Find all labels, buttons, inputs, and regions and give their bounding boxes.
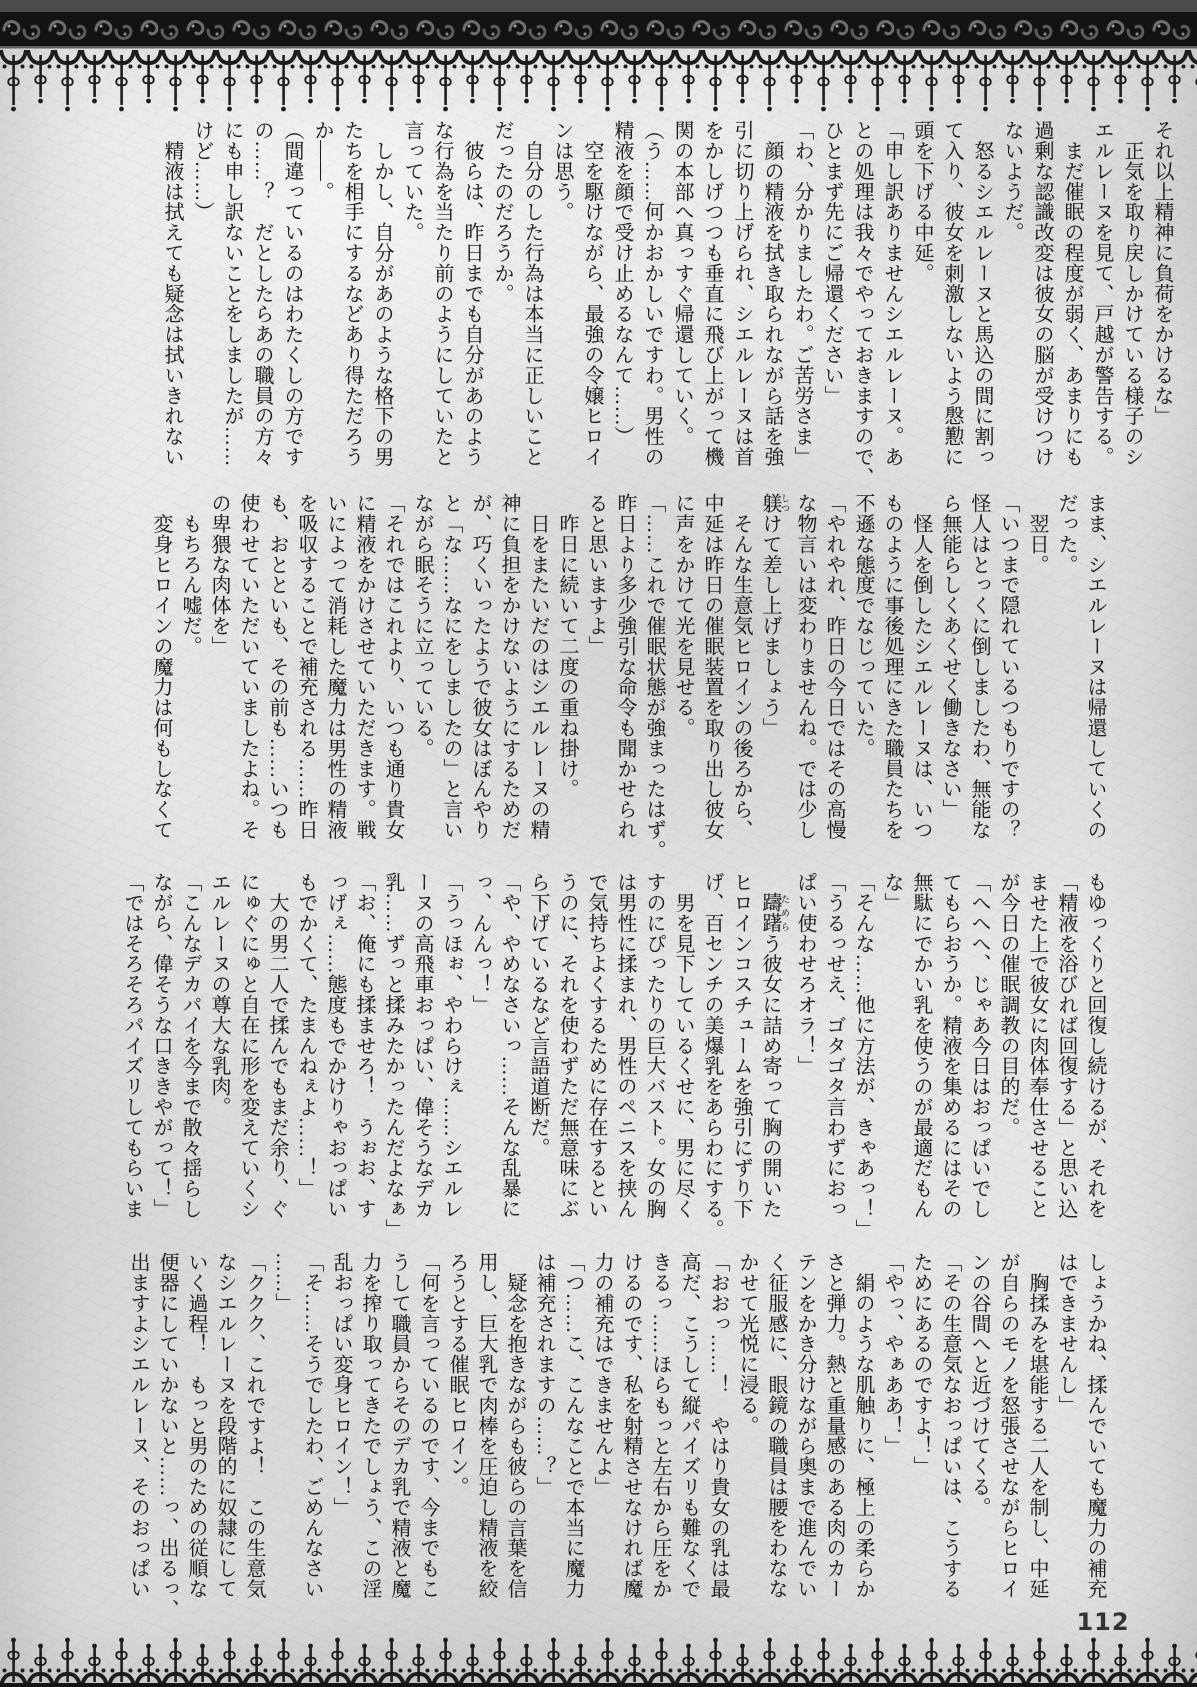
text-column: 自分のした行為は本当に正しいこと [521, 120, 543, 467]
text-column: にも申し訳ないことをしましたが…… [221, 120, 243, 467]
text-column: は男性に揉まれ、男性のペニスを挟ん [614, 872, 636, 1219]
text-column: ら無能らしくあくせく働きなさい」 [939, 493, 961, 820]
text-column: 出ますよシエルレーヌ、そのおっぱい [127, 1252, 149, 1599]
text-column: ないようだ。 [1001, 120, 1023, 243]
text-column: 「精液を浴びれば回復する」と思い込 [1055, 872, 1077, 1219]
text-column: 精液は拭えても疑念は拭いきれない [161, 120, 183, 467]
text-column: 「や、やめなさいっ……そんな乱暴に [498, 872, 520, 1219]
text-column: 昨日より多少強引な命令も聞かせられ [614, 493, 636, 840]
text-column: 男を見下しているくせに、男に尽く [672, 872, 694, 1219]
text-column: ヒロインコスチュームを強引にずり下 [730, 872, 752, 1219]
text-column: なシエルレーヌを段階的に奴隷にして [214, 1252, 236, 1599]
text-column: 「おおっ……！ やはり貴女の乳は最 [707, 1252, 729, 1599]
text-column: そんな生意気ヒロインの後ろから、 [730, 493, 752, 840]
text-column: 「うっほぉ、やわらけぇ……シエルレ [440, 872, 462, 1219]
text-column: エルレーヌを見て、戸越が警告する。 [1091, 120, 1113, 467]
text-column: の……？ だとしたらあの職員の方々 [251, 120, 273, 467]
text-column: ひとまず先にご帰還ください」 [821, 120, 843, 406]
text-column: 神に負担をかけないようにするためだ [498, 493, 520, 840]
text-column: ら下げているなど言語道断だ。 [527, 872, 549, 1158]
text-column: っげぇ……態度もでかけりゃおっぱい [324, 872, 346, 1219]
text-column: だったのだろうか。 [491, 120, 513, 304]
ornamental-border-top [0, 0, 1197, 120]
text-column: 「何を言っているのです、今までもこ [417, 1252, 439, 1599]
text-column: 疑念を抱きながらも彼らの言葉を信 [504, 1252, 526, 1599]
text-row-2 [146, 493, 1109, 863]
text-column: ぱい使わせろオラ！」 [794, 872, 816, 1076]
text-column: うして職員からそのデカ乳で精液と魔 [388, 1252, 410, 1599]
text-column: テンをかき分けながら奥まで進んでい [794, 1252, 816, 1599]
text-column: （う……何かおかしいですわ。男性の [641, 120, 663, 467]
text-column: ……」 [272, 1252, 294, 1314]
text-column: けるのです、私を射精させなければ魔 [620, 1252, 642, 1599]
text-column: 乳……ずっと揉みたかったんだよなぁ」 [382, 872, 404, 1240]
text-column: 「それではこれより、いつも通り貴女 [382, 493, 404, 840]
text-column: ンは思う。 [551, 120, 573, 222]
text-column: も、おとといも、その前も……いつも [266, 493, 288, 840]
text-column: 「……これで催眠状態が強まったはず。 [643, 493, 665, 861]
text-column: 「やれやれ、昨日の今日ではその高慢 [823, 493, 845, 840]
text-column: すのにぴったりの巨大バスト。女の胸 [643, 872, 665, 1219]
text-column: 「こんなデカパイを今まで散々揺らし [179, 872, 201, 1219]
text-column: 「へへへ、じゃあ今日はおっぱいでし [968, 872, 990, 1219]
text-column: 「お、俺にも揉ませろ！ うぉお、す [353, 872, 375, 1219]
text-column: を吸収することで補充される……昨日 [295, 493, 317, 840]
text-column: 「ではそろそろパイズリしてもらいま [121, 872, 143, 1219]
ornamental-border-bottom [0, 1635, 1197, 1687]
text-column: 不遜な態度でなじっていた。 [852, 493, 874, 759]
text-column: 昨日に続いて二度の重ね掛け。 [556, 493, 578, 799]
text-column: ませた上で彼女に肉体奉仕させること [1026, 872, 1048, 1219]
text-column: 便器にしていかないと……っ、出るっ、 [156, 1252, 178, 1620]
text-column: 「そんな……他に方法が、きゃあっ！」 [852, 872, 874, 1240]
text-column: な物言いは変わりませんね。では少し [794, 493, 816, 840]
text-row-3 [117, 872, 1109, 1242]
text-column: 「わ、分かりましたわ。ご苦労さま」 [791, 120, 813, 467]
text-column: 引に切り上げられ、シエルレーヌは首 [731, 120, 753, 467]
text-column: で気持ちよくするために存在するとい [585, 872, 607, 1219]
text-column: もでかくて、たまんねぇよ……！」 [295, 872, 317, 1199]
text-column: 「そ……そうでしたわ、ごめんなさい [301, 1252, 323, 1599]
text-column: 高だ、こうして縦パイズリも難なくで [678, 1252, 700, 1599]
text-column: げ、百センチの美爆乳をあらわにする。 [701, 872, 723, 1240]
text-column: （間違っているのはわたくしの方です [281, 120, 303, 467]
text-column: いく過程！ もっと男のための従順な [185, 1252, 207, 1599]
text-column: 怪人はとっくに倒しましたわ、無能な [968, 493, 990, 840]
text-column: 関の本部へ真っすぐ帰還していく。 [671, 120, 693, 447]
text-column: てもらおうか。精液を集めるにはその [939, 872, 961, 1219]
text-column: 頭を下げる中延。 [911, 120, 933, 284]
text-column: な行為を当たり前のようにしていたと [431, 120, 453, 467]
text-column: く征服感に、眼鏡の職員は腰をわなな [765, 1252, 787, 1599]
text-column: かせて光悦に浸る。 [736, 1252, 758, 1436]
text-column: 翌日。 [1026, 493, 1048, 575]
text-column: たちを相手にするなどあり得ただろう [341, 120, 363, 467]
text-column: 「その生意気なおっぱいは、こうする [939, 1252, 961, 1599]
text-column: っ、んんっ！」 [469, 872, 491, 1015]
text-column: との処理は我々でやっておきますので、 [851, 120, 873, 488]
text-column: ると思いますよ」 [585, 493, 607, 657]
text-column: ながら眠そうに立っている。 [411, 493, 433, 759]
text-column: 顔の精液を拭き取られながら話を強 [761, 120, 783, 467]
text-column: 大の男二人で揉んでもまだ余り、ぐ [266, 872, 288, 1219]
text-column: しょうかね、揉んでいても魔力の補充 [1084, 1252, 1106, 1599]
text-column: か――。 [311, 120, 333, 202]
text-column: 「やっ、やぁああ！」 [881, 1252, 903, 1456]
text-column: 日をまたいだのはシエルレーヌの精 [527, 493, 549, 840]
text-column: が自らのモノを怒張させながらヒロイ [997, 1252, 1019, 1599]
text-column: さと弾力。熱と重量感のある肉のカー [823, 1252, 845, 1599]
text-column: 用し、巨大乳で肉棒を圧迫し精液を絞 [475, 1252, 497, 1599]
text-column: は補充されますの……？」 [533, 1252, 555, 1497]
text-column: 「いつまで隠れているつもりですの？ [997, 493, 1019, 840]
text-column: 力の補充はできませんよ」 [591, 1252, 613, 1497]
text-column: 正気を取り戻しかけている様子のシ [1121, 120, 1143, 467]
text-column: をかしげつつも垂直に飛び上がって機 [701, 120, 723, 467]
text-column: まだ催眠の程度が弱く、あまりにも [1061, 120, 1083, 467]
text-column: いによって消耗した魔力は男性の精液 [324, 493, 346, 840]
text-column: 言っていた。 [401, 120, 423, 243]
text-column: な」 [881, 872, 903, 913]
text-column: 使わせていただいていましたよね。そ [237, 493, 259, 840]
text-column: が今日の催眠調教の目的だ。 [997, 872, 1019, 1138]
text-column: それ以上精神に負荷をかけるな」 [1151, 120, 1173, 426]
text-column: て入り、彼女を刺激しないよう慇懃に [941, 120, 963, 467]
text-column: はできませんし」 [1055, 1252, 1077, 1416]
text-column: 躊躇 ためらう彼女に詰め寄って胸の開いた [759, 892, 790, 1219]
text-column: エルレーヌの尊大な乳肉。 [208, 872, 230, 1117]
text-column: けど……） [191, 120, 213, 222]
text-column: 「ククク、これですよ！ この生意気 [243, 1252, 265, 1599]
text-column: 彼らは、昨日までも自分があのよう [461, 120, 483, 467]
text-column: 変身ヒロインの魔力は何もしなくて [150, 493, 172, 840]
text-column: 空を駆けながら、最強の令嬢ヒロイ [581, 120, 603, 467]
text-column: にゅぐにゅと自在に形を変えていくシ [237, 872, 259, 1219]
text-row-4 [123, 1252, 1109, 1622]
text-column: 絹のような肌触りに、極上の柔らか [852, 1252, 874, 1599]
text-column: の卑猥な肉体を」 [208, 493, 230, 657]
text-column: うのに、それを使わずただ無意味にぶ [556, 872, 578, 1219]
text-column: が、巧くいったようで彼女はぼんやり [469, 493, 491, 840]
text-column: 精液を顔で受け止めるなんて……） [611, 120, 633, 447]
text-column: ながら、偉そうな口ききやがって！」 [150, 872, 172, 1219]
text-column: 無駄にでかい乳を使うのが最適だもん [910, 872, 932, 1219]
text-column: 胸揉みを堪能する二人を制し、中延 [1026, 1252, 1048, 1599]
text-column: 躾 しつけて差し上げましょう」 [759, 493, 790, 738]
text-column: 力を搾り取ってきたでしょう、この淫 [359, 1252, 381, 1599]
text-column: 中延は昨日の催眠装置を取り出し彼女 [701, 493, 723, 840]
text-column: だった。 [1055, 493, 1077, 575]
text-column: 怒るシエルレーヌと馬込の間に割っ [971, 120, 993, 467]
text-column: 「うるっせえ、ゴタゴタ言わずにおっ [823, 872, 845, 1219]
text-column: に声をかけて光を見せる。 [672, 493, 694, 738]
text-column: ためにあるのですよ！」 [910, 1252, 932, 1477]
text-column: 怪人を倒したシエルレーヌは、いつ [910, 493, 932, 840]
text-column: に精液をかけさせていただきます。戦 [353, 493, 375, 840]
text-row-1 [157, 120, 1177, 490]
text-column: 「申し訳ありませんシエルレーヌ。あ [881, 120, 903, 467]
text-column: まま、シエルレーヌは帰還していくの [1084, 493, 1106, 840]
text-column: ンの谷間へと近づけてくる。 [968, 1252, 990, 1518]
text-column: 過剰な認識改変は彼女の脳が受けつけ [1031, 120, 1053, 467]
text-column: きるっ……ほらもっと左右から圧をか [649, 1252, 671, 1599]
page-number: 112 [1076, 1608, 1130, 1636]
text-column: ーヌの高飛車おっぱい、偉そうなデカ [411, 872, 433, 1219]
text-column: と「な……なにをしましたの」と言い [440, 493, 462, 840]
text-column: もゆっくりと回復し続けるが、それを [1084, 872, 1106, 1219]
text-column: ものように事後処理にきた職員たちを [881, 493, 903, 840]
text-column: しかし、自分があのような格下の男 [371, 120, 393, 467]
text-column: 「つ……こ、こんなことで本当に魔力 [562, 1252, 584, 1599]
text-column: ろうとする催眠ヒロイン。 [446, 1252, 468, 1497]
text-column: 乱おっぱい変身ヒロイン！」 [330, 1252, 352, 1518]
text-column: もちろん嘘だ。 [179, 493, 201, 657]
